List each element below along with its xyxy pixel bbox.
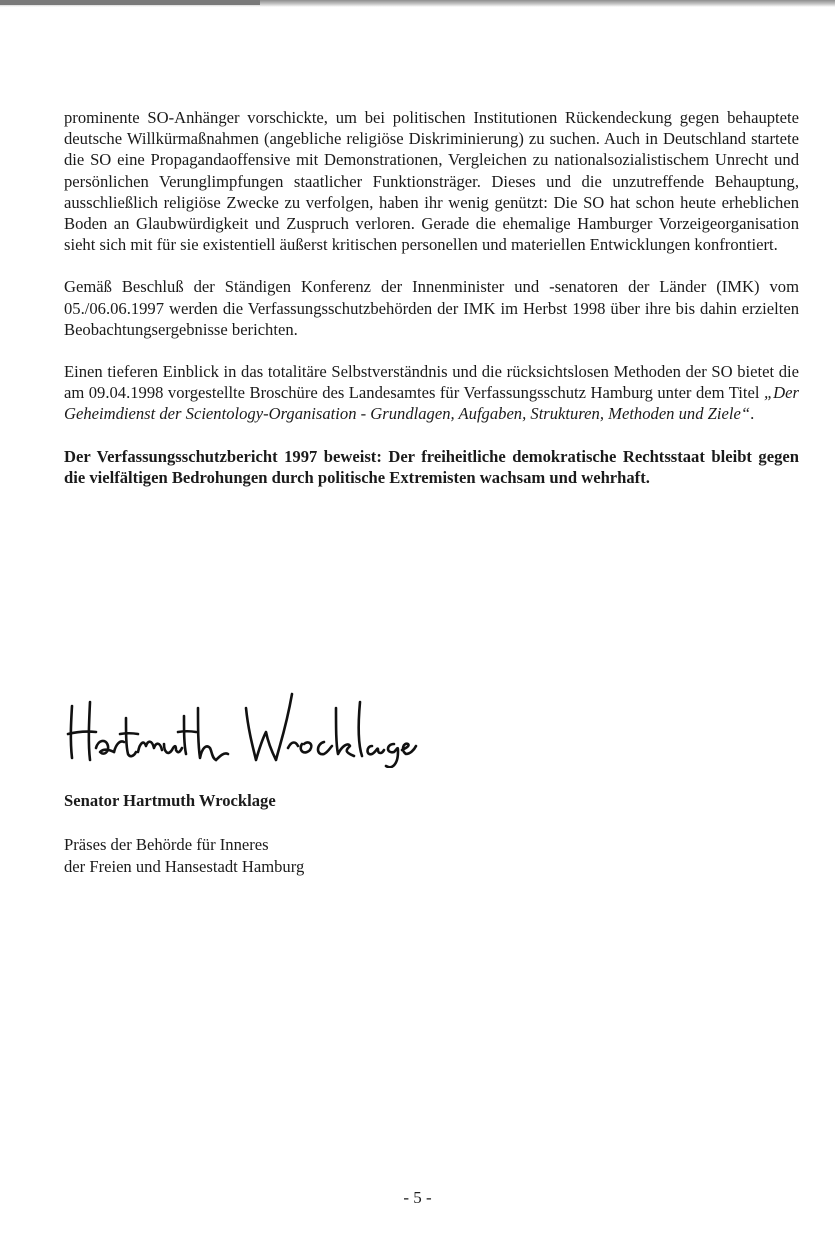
paragraph-conclusion: Der Verfassungsschutzbericht 1997 beweist: Der freiheitliche demokratische Rechtsstaat bleibt gegen die vielfältigen Bedrohungen durch politische Extremisten wachsam und wehrhaft.: [64, 446, 799, 487]
paragraph-brochure: [64, 361, 799, 425]
paragraph-imk-decision: Gemäß Beschluß der Ständigen Konferenz der Innenminister und -senatoren der Länder (IMK) vom 05./06.06.1997 werden die Verfassungsschutzbehörden der IMK im Herbst 1998 über ihre bis dahin erzielten Beobachtungsergebnisse berichten.: [64, 277, 799, 339]
page-body: [64, 107, 799, 509]
scan-edge-dark: [0, 0, 260, 5]
brochure-text: Einen tieferen Einblick in das totalitäre Selbstverständnis und die rücksichtslosen Methoden der SO bietet die am 09.04.1998 vorgestellte Broschüre des Landesamtes für Verfassungsschutz Hamburg unter dem Titel: [64, 362, 799, 403]
paragraph-so-propaganda: prominente SO-Anhänger vorschickte, um bei politischen Institutionen Rückendeckung gegen behauptete deutsche Willkürmaßnahmen (angebliche religiöse Diskriminierung) zu suchen. Auch in Deutschland startete die SO eine Propagandaoffensive mit Demonstrationen, Vergleichen zu nationalsozialistischem Unrecht und persönlichen Verunglimpfungen staatlicher Funktionsträger. Dieses und die unzutreffende Behauptung, ausschließlich religiöse Zwecke zu verfolgen, haben ihr wenig genützt: Die SO hat schon heute erheblichen Boden an Glaubwürdigkeit und Zuspruch verloren. Gerade die ehemalige Hamburger Vorzeigeorganisation sieht sich mit für sie existentiell äußerst kritischen personellen und materiellen Entwicklungen konfrontiert.: [64, 108, 799, 255]
handwritten-signature: [60, 688, 420, 768]
signatory-role-line-1: Präses der Behörde für Inneres: [64, 835, 269, 854]
signatory-role-line-2: der Freien und Hansestadt Hamburg: [64, 856, 305, 876]
signatory-name: Senator Hartmuth Wrocklage: [64, 791, 276, 810]
scan-edge: [0, 0, 835, 7]
brochure-end: .: [750, 404, 755, 424]
signatory-role: [64, 834, 304, 877]
page-number: - 5 -: [403, 1188, 432, 1207]
brochure-title: „Der Geheimdienst der Scientology-Organisation - Grundlagen, Aufgaben, Strukturen, Methoden und Ziele“: [64, 383, 799, 424]
